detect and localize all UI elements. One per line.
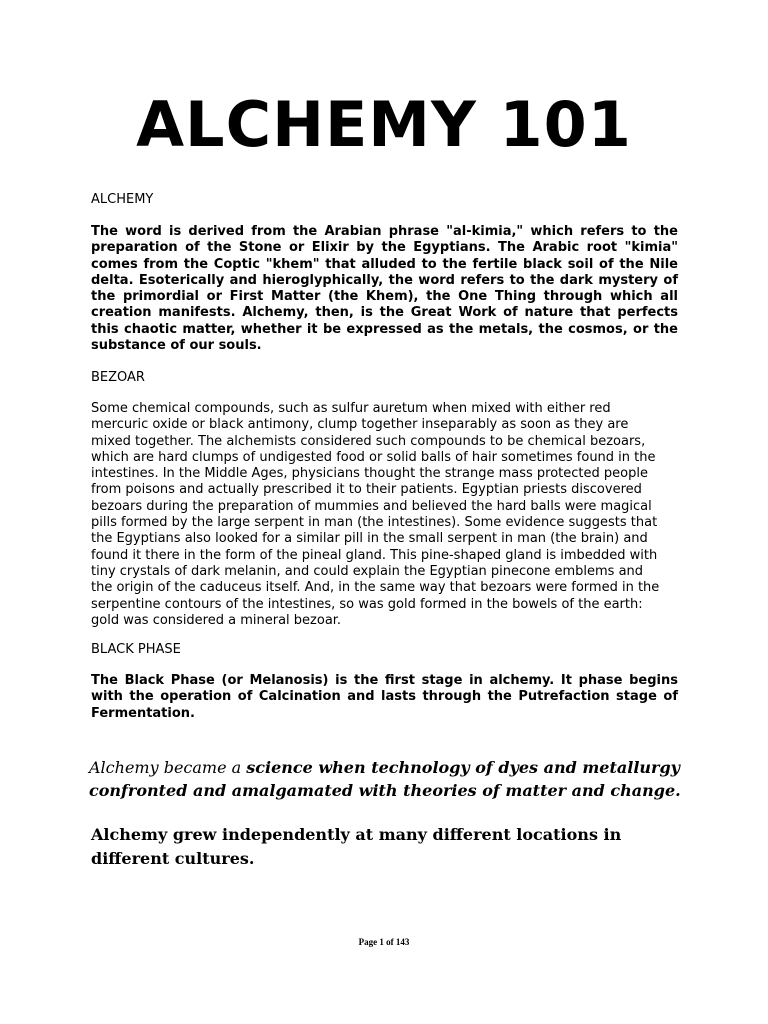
page-number: Page 1 of 143 bbox=[358, 937, 410, 947]
section-body-black-phase: The Black Phase (or Melanosis) is the first stage in alchemy. It phase begins with the operation of Calcination and lasts through the Putrefaction stage of Fermentation. bbox=[91, 673, 678, 721]
section-heading-bezoar: BEZOAR bbox=[91, 370, 145, 385]
section-body-alchemy: The word is derived from the Arabian phrase "al-kimia," which refers to the preparation of the Stone or Elixir by the Egyptians. The Arabic root "kimia" comes from the Coptic "khem" that alluded to the fertile black soil of the Nile delta. Esoterically and hieroglyphically, the word refers to the dark mystery of the primordial or First Matter (the Khem), the One Thing through which all creation manifests. Alchemy, then, is the Great Work of nature that perfects this chaotic matter, whether it be expressed as the metals, the cosmos, or the substance of our souls. bbox=[91, 224, 678, 354]
quote-rest: science when technology of dyes and metallurgy confronted and amalgamated with theories of matter and change. bbox=[89, 758, 681, 800]
section-body-bezoar: Some chemical compounds, such as sulfur auretum when mixed with either red mercuric oxide or black antimony, clump together inseparably as soon as they are mixed together. The alchemists considered such compounds to be chemical bezoars, which are hard clumps of undigested food or solid balls of hair sometimes found in the intestines. In the Middle Ages, physicians thought the strange mass protected people from poisons and actually prescribed it to their patients. Egyptian priests discovered bezoars during the preparation of mummies and believed the hard balls were magical pills formed by the large serpent in man (the intestines). Some evidence suggests that the Egyptians also looked for a similar pill in the small serpent in man (the brain) and found it there in the form of the pineal gland. This pine-shaped gland is imbedded with tiny crystals of dark melanin, and could explain the Egyptian pinecone emblems and the origin of the caduceus itself. And, in the same way that bezoars were formed in the serpentine contours of the intestines, so was gold formed in the bowels of the earth: gold was considered a mineral bezoar. bbox=[91, 401, 660, 628]
quote-lead: Alchemy became a bbox=[89, 758, 247, 777]
alchemy-science-quote bbox=[89, 756, 689, 802]
independent-growth-statement: Alchemy grew independently at many different locations in different cultures. bbox=[91, 825, 622, 868]
section-heading-alchemy: ALCHEMY bbox=[91, 192, 154, 207]
document-title: ALCHEMY 101 bbox=[136, 88, 632, 161]
section-heading-black-phase: BLACK PHASE bbox=[91, 642, 181, 657]
